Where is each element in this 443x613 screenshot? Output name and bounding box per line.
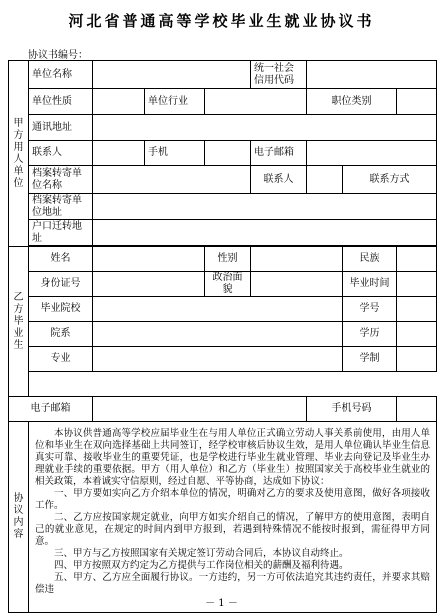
agreement-paragraph: 五、甲方、乙方应全面履行协议。一方违约，另一方可依法追究其违约责任，并要求其赔偿违 [35,572,431,595]
archive-address-label: 档案转寄单位地址 [29,194,93,220]
agreement-table [8,60,437,613]
party-a-side-label: 甲方用人单位 [9,61,29,247]
archive-method-label: 联系方式 [343,166,437,194]
party-b-contact-row [29,372,437,397]
unit-nature-field[interactable] [93,89,145,115]
duration-label: 学制 [343,347,397,372]
document-title: 河北省普通高等学校毕业生就业协议书 [68,12,375,30]
credit-code-field[interactable] [307,61,437,89]
address-label: 通讯地址 [29,115,93,141]
credit-code-label: 统一社会信用代码 [251,61,307,89]
hukou-address-field[interactable] [93,220,437,246]
industry-field[interactable] [205,89,307,115]
id-number-field[interactable] [93,272,205,297]
archive-contact-field[interactable] [307,166,343,194]
ethnicity-label: 民族 [343,247,397,272]
archive-unit-field[interactable] [93,166,251,194]
b-email-label: 电子邮箱 [9,397,93,422]
duration-field[interactable] [397,347,437,372]
b-email-field[interactable] [93,397,307,422]
agreement-paragraph: 四、甲方按照双方约定为乙方提供与工作岗位相关的薪酬及福利待遇。 [54,560,349,571]
mobile-label: 手机 [145,141,205,166]
grad-time-label: 毕业时间 [343,272,397,297]
mobile-field[interactable] [205,141,251,166]
hukou-address-label: 户口迁转地址 [29,220,93,246]
student-id-field[interactable] [397,297,437,322]
ethnicity-field[interactable] [397,247,437,272]
email-field[interactable] [307,141,437,166]
agreement-paragraph: 二、乙方应按国家规定就业，向甲方如实介绍自己的情况，了解甲方的使用意图，表明自己的就业意见，在规定的时间内到甲方报到，若遇到特殊情况不能按时报到，需征得甲方同意。 [35,512,431,547]
department-label: 院系 [29,322,93,347]
gender-field[interactable] [251,247,343,272]
party-b-side-label: 乙方毕业生 [9,247,29,397]
page-number: － 1 － [205,598,238,609]
major-label: 专业 [29,347,93,372]
gender-label: 性别 [205,247,251,272]
major-field[interactable] [93,347,343,372]
unit-name-field[interactable] [93,61,251,89]
agreement-paragraph: 本协议供普通高等学校应届毕业生在与用人单位正式确立劳动人事关系前使用，由用人单位和毕业生在双向选择基础上共同签订，经学校审核后协议生效，是用人单位确认毕业生信息真实可靠、接收毕业生的重要凭证，也是学校进行毕业生就业管理、毕业去向登记及毕业生办理就业手续的重要依据。甲方（用人单位）和乙方（毕业生）按照国家关于高校毕业生就业的相关政策，本着诚实守信原则，经过自愿、平等协商，达成如下协议： [35,428,431,487]
school-label: 毕业院校 [29,297,93,322]
school-field[interactable] [93,297,343,322]
agreement-paragraph: 三、甲方与乙方按照国家有关规定签订劳动合同后，本协议自动终止。 [54,548,349,559]
b-mobile-label: 手机号码 [307,397,397,422]
email-label: 电子邮箱 [251,141,307,166]
unit-nature-label: 单位性质 [29,89,93,115]
industry-label: 单位行业 [145,89,205,115]
archive-contact-label: 联系人 [251,166,307,194]
job-category-label: 职位类别 [307,89,397,115]
political-field[interactable] [251,272,343,297]
student-id-label: 学号 [343,297,397,322]
job-category-field[interactable] [397,89,437,115]
b-mobile-field[interactable] [397,397,437,422]
archive-unit-label: 档案转寄单位名称 [29,166,93,194]
grad-time-field[interactable] [397,272,437,297]
id-number-label: 身份证号 [29,272,93,297]
contact-label: 联系人 [29,141,93,166]
unit-name-label: 单位名称 [29,61,93,89]
political-label: 政治面貌 [205,272,251,297]
agreement-body [29,422,437,613]
agreement-side-label: 协议内容 [9,422,29,613]
name-label: 姓名 [29,247,93,272]
name-field[interactable] [93,247,205,272]
serial-number-label: 协议书编号： [28,50,88,61]
address-field[interactable] [93,115,437,141]
department-field[interactable] [93,322,343,347]
contact-field[interactable] [93,141,145,166]
degree-label: 学历 [343,322,397,347]
archive-address-field[interactable] [93,194,437,220]
degree-field[interactable] [397,322,437,347]
agreement-paragraph: 一、甲方要如实向乙方介绍本单位的情况，明确对乙方的要求及使用意图，做好各项接收工作。 [35,488,431,511]
